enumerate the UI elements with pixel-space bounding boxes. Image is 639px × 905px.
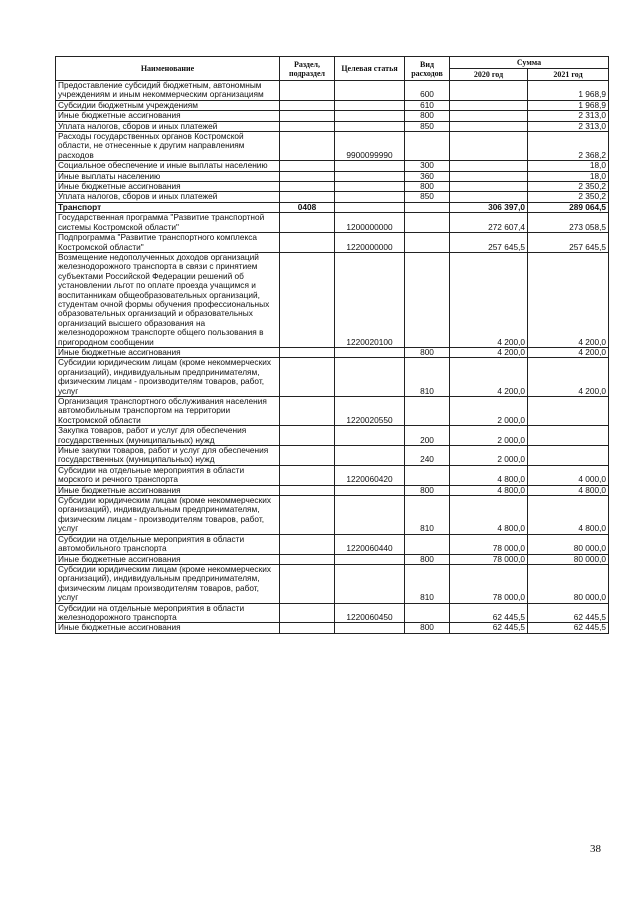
header-2021: 2021 год <box>528 69 609 81</box>
row-section <box>280 564 335 603</box>
row-amount-2021: 80 000,0 <box>528 534 609 554</box>
table-row <box>56 485 609 495</box>
row-kind: 800 <box>405 111 450 121</box>
row-section <box>280 623 335 633</box>
row-amount-2021: 4 200,0 <box>528 347 609 357</box>
row-kind <box>405 603 450 623</box>
row-amount-2021: 1 968,9 <box>528 81 609 101</box>
row-target: 1220060440 <box>335 534 405 554</box>
row-kind: 850 <box>405 192 450 202</box>
row-kind: 200 <box>405 426 450 446</box>
row-section <box>280 213 335 233</box>
row-name: Иные бюджетные ассигнования <box>56 554 280 564</box>
row-amount-2020: 78 000,0 <box>450 534 528 554</box>
row-amount-2020 <box>450 171 528 181</box>
table-body <box>56 81 609 634</box>
row-section <box>280 397 335 426</box>
row-kind: 800 <box>405 554 450 564</box>
row-amount-2020: 257 645,5 <box>450 233 528 253</box>
table-row <box>56 347 609 357</box>
table-row <box>56 397 609 426</box>
row-kind: 800 <box>405 182 450 192</box>
row-amount-2021 <box>528 446 609 466</box>
table-row <box>56 171 609 181</box>
row-name: Иные бюджетные ассигнования <box>56 623 280 633</box>
row-kind: 810 <box>405 358 450 397</box>
row-amount-2020 <box>450 100 528 110</box>
table-row <box>56 121 609 131</box>
row-section <box>280 554 335 564</box>
row-section <box>280 485 335 495</box>
row-amount-2020: 62 445,5 <box>450 623 528 633</box>
row-amount-2021: 2 350,2 <box>528 182 609 192</box>
row-target <box>335 358 405 397</box>
row-amount-2020 <box>450 192 528 202</box>
row-amount-2021: 62 445,5 <box>528 603 609 623</box>
header-row <box>56 57 609 69</box>
row-kind: 800 <box>405 485 450 495</box>
row-target <box>335 100 405 110</box>
table-row <box>56 100 609 110</box>
table-row <box>56 554 609 564</box>
row-kind: 800 <box>405 623 450 633</box>
row-target <box>335 554 405 564</box>
row-amount-2020: 2 000,0 <box>450 426 528 446</box>
row-amount-2020 <box>450 121 528 131</box>
row-amount-2021: 4 200,0 <box>528 358 609 397</box>
header-section: Раздел, подраздел <box>280 57 335 81</box>
row-section <box>280 534 335 554</box>
row-target: 1220060420 <box>335 465 405 485</box>
table-row <box>56 358 609 397</box>
row-amount-2020 <box>450 111 528 121</box>
table-row <box>56 111 609 121</box>
row-section <box>280 100 335 110</box>
row-amount-2020 <box>450 132 528 161</box>
row-amount-2020: 4 800,0 <box>450 485 528 495</box>
row-section <box>280 111 335 121</box>
row-target <box>335 81 405 101</box>
row-section <box>280 233 335 253</box>
row-amount-2021: 80 000,0 <box>528 554 609 564</box>
row-amount-2021 <box>528 426 609 446</box>
row-target <box>335 111 405 121</box>
row-kind: 800 <box>405 347 450 357</box>
row-name: Иные закупки товаров, работ и услуг для обеспечения государственных (муниципальных) нужд <box>56 446 280 466</box>
row-amount-2021: 2 313,0 <box>528 121 609 131</box>
row-target <box>335 564 405 603</box>
table-row <box>56 496 609 535</box>
row-name: Иные выплаты населению <box>56 171 280 181</box>
row-amount-2021: 4 800,0 <box>528 496 609 535</box>
row-section <box>280 132 335 161</box>
table-row <box>56 603 609 623</box>
row-kind: 850 <box>405 121 450 131</box>
row-amount-2021: 2 350,2 <box>528 192 609 202</box>
header-kind: Вид расходов <box>405 57 450 81</box>
row-name: Иные бюджетные ассигнования <box>56 182 280 192</box>
row-amount-2020 <box>450 182 528 192</box>
row-target: 1220060450 <box>335 603 405 623</box>
row-amount-2020: 2 000,0 <box>450 397 528 426</box>
row-target <box>335 347 405 357</box>
row-kind <box>405 252 450 347</box>
row-target <box>335 171 405 181</box>
row-name: Иные бюджетные ассигнования <box>56 485 280 495</box>
row-name: Уплата налогов, сборов и иных платежей <box>56 192 280 202</box>
row-amount-2021: 4 000,0 <box>528 465 609 485</box>
row-target <box>335 496 405 535</box>
row-target <box>335 426 405 446</box>
table-row <box>56 252 609 347</box>
row-amount-2021 <box>528 397 609 426</box>
row-section <box>280 182 335 192</box>
row-target <box>335 202 405 212</box>
row-section <box>280 121 335 131</box>
row-kind: 240 <box>405 446 450 466</box>
row-target: 1220020100 <box>335 252 405 347</box>
row-name: Иные бюджетные ассигнования <box>56 111 280 121</box>
budget-table <box>55 56 609 634</box>
row-amount-2021: 2 368,2 <box>528 132 609 161</box>
row-section <box>280 496 335 535</box>
row-kind <box>405 534 450 554</box>
row-target: 1220000000 <box>335 233 405 253</box>
row-name: Субсидии бюджетным учреждениям <box>56 100 280 110</box>
row-amount-2020: 2 000,0 <box>450 446 528 466</box>
row-section <box>280 81 335 101</box>
row-target <box>335 161 405 171</box>
row-amount-2021: 4 200,0 <box>528 252 609 347</box>
table-row <box>56 182 609 192</box>
row-amount-2021: 273 058,5 <box>528 213 609 233</box>
table-row <box>56 132 609 161</box>
row-amount-2021: 18,0 <box>528 161 609 171</box>
table-row <box>56 426 609 446</box>
row-section <box>280 347 335 357</box>
row-amount-2020: 4 200,0 <box>450 358 528 397</box>
row-name: Субсидии юридическим лицам (кроме некоммерческих организаций), индивидуальным предпринимателям, физическим лицам производителям товаров, работ, услуг <box>56 564 280 603</box>
row-kind: 360 <box>405 171 450 181</box>
row-kind: 810 <box>405 496 450 535</box>
row-kind <box>405 213 450 233</box>
header-name: Наименование <box>56 57 280 81</box>
table-row <box>56 465 609 485</box>
row-name: Государственная программа "Развитие транспортной системы Костромской области" <box>56 213 280 233</box>
row-name: Иные бюджетные ассигнования <box>56 347 280 357</box>
row-target <box>335 446 405 466</box>
row-name: Предоставление субсидий бюджетным, автономным учреждениям и иным некоммерческим организациям <box>56 81 280 101</box>
row-amount-2021: 2 313,0 <box>528 111 609 121</box>
row-target <box>335 182 405 192</box>
row-amount-2020: 78 000,0 <box>450 564 528 603</box>
row-name: Транспорт <box>56 202 280 212</box>
row-name: Субсидии юридическим лицам (кроме некоммерческих организаций), индивидуальным предпринимателям, физическим лицам - производителям товаров, работ, услуг <box>56 358 280 397</box>
row-amount-2020: 4 800,0 <box>450 465 528 485</box>
row-target: 1200000000 <box>335 213 405 233</box>
row-amount-2020 <box>450 161 528 171</box>
table-row <box>56 233 609 253</box>
table-row <box>56 446 609 466</box>
row-section <box>280 171 335 181</box>
table-row <box>56 81 609 101</box>
row-name: Закупка товаров, работ и услуг для обеспечения государственных (муниципальных) нужд <box>56 426 280 446</box>
row-name: Организация транспортного обслуживания населения автомобильным транспортом на территории Костромской области <box>56 397 280 426</box>
row-section <box>280 192 335 202</box>
row-kind <box>405 132 450 161</box>
row-amount-2021: 289 064,5 <box>528 202 609 212</box>
row-name: Уплата налогов, сборов и иных платежей <box>56 121 280 131</box>
row-amount-2021: 18,0 <box>528 171 609 181</box>
header-target: Целевая статья <box>335 57 405 81</box>
budget-table-sheet <box>55 56 608 634</box>
row-amount-2021: 62 445,5 <box>528 623 609 633</box>
row-target <box>335 121 405 131</box>
header-2020: 2020 год <box>450 69 528 81</box>
row-section: 0408 <box>280 202 335 212</box>
row-amount-2020: 4 800,0 <box>450 496 528 535</box>
row-name: Социальное обеспечение и иные выплаты населению <box>56 161 280 171</box>
row-name: Возмещение недополученных доходов организаций железнодорожного транспорта в связи с принятием субъектами Российской Федерации решений об установлении льгот по оплате проезда учащимся и воспитанникам общеобразовательных организаций, студентам очной формы обучения профессиональных образовательных организаций и образовательных организаций высшего образования на железнодорожном транспорте общего пользования в пригородном сообщении <box>56 252 280 347</box>
row-target: 9900099990 <box>335 132 405 161</box>
row-amount-2020: 62 445,5 <box>450 603 528 623</box>
row-kind <box>405 465 450 485</box>
row-amount-2020 <box>450 81 528 101</box>
row-amount-2021: 4 800,0 <box>528 485 609 495</box>
row-section <box>280 426 335 446</box>
row-name: Субсидии юридическим лицам (кроме некоммерческих организаций), индивидуальным предпринимателям, физическим лицам - производителям товаров, работ, услуг <box>56 496 280 535</box>
row-target <box>335 623 405 633</box>
row-amount-2020: 4 200,0 <box>450 347 528 357</box>
table-row <box>56 534 609 554</box>
header-sum: Сумма <box>450 57 609 69</box>
table-row <box>56 213 609 233</box>
row-amount-2020: 306 397,0 <box>450 202 528 212</box>
row-amount-2021: 257 645,5 <box>528 233 609 253</box>
row-section <box>280 161 335 171</box>
table-row <box>56 564 609 603</box>
row-amount-2020: 78 000,0 <box>450 554 528 564</box>
row-name: Субсидии на отдельные мероприятия в области железнодорожного транспорта <box>56 603 280 623</box>
row-name: Субсидии на отдельные мероприятия в области морского и речного транспорта <box>56 465 280 485</box>
table-row <box>56 161 609 171</box>
row-amount-2021: 80 000,0 <box>528 564 609 603</box>
row-amount-2020: 272 607,4 <box>450 213 528 233</box>
row-target: 1220020550 <box>335 397 405 426</box>
row-kind <box>405 233 450 253</box>
row-amount-2020: 4 200,0 <box>450 252 528 347</box>
row-target <box>335 192 405 202</box>
row-section <box>280 603 335 623</box>
row-section <box>280 252 335 347</box>
table-row <box>56 623 609 633</box>
page-number: 38 <box>590 843 601 855</box>
row-name: Расходы государственных органов Костромской области, не отнесенные к другим направлениям расходов <box>56 132 280 161</box>
row-kind: 600 <box>405 81 450 101</box>
table-row <box>56 192 609 202</box>
row-kind: 300 <box>405 161 450 171</box>
row-amount-2021: 1 968,9 <box>528 100 609 110</box>
row-target <box>335 485 405 495</box>
row-section <box>280 465 335 485</box>
row-kind <box>405 202 450 212</box>
table-row <box>56 202 609 212</box>
row-kind: 810 <box>405 564 450 603</box>
row-section <box>280 446 335 466</box>
row-name: Подпрограмма "Развитие транспортного комплекса Костромской области" <box>56 233 280 253</box>
row-kind <box>405 397 450 426</box>
row-name: Субсидии на отдельные мероприятия в области автомобильного транспорта <box>56 534 280 554</box>
row-section <box>280 358 335 397</box>
row-kind: 610 <box>405 100 450 110</box>
